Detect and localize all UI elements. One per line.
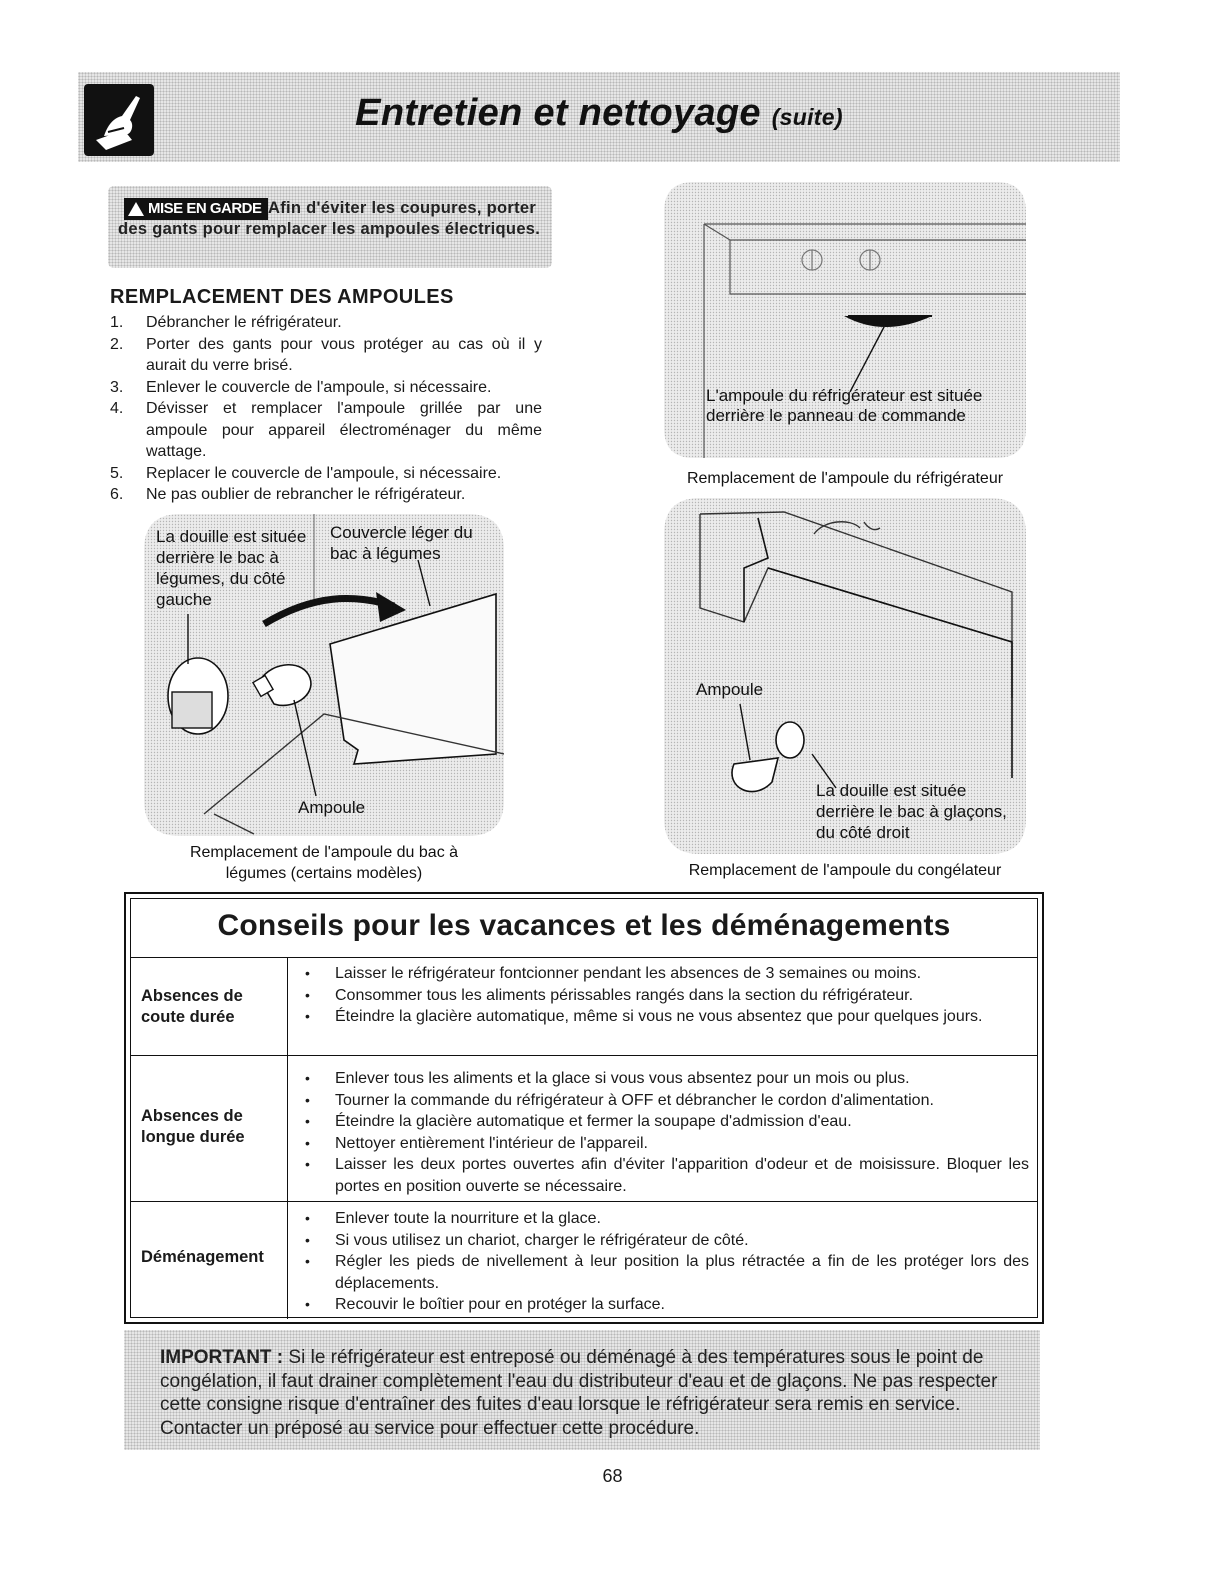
tips-row-short-absence bbox=[131, 958, 1037, 1056]
crisper-cover-label: Couvercle léger du bac à légumes bbox=[330, 523, 473, 563]
step-item bbox=[110, 484, 542, 506]
page-header bbox=[78, 72, 1120, 162]
hand-cleaning-icon bbox=[84, 84, 154, 156]
step-item bbox=[110, 377, 542, 399]
step-number: 5. bbox=[110, 464, 124, 482]
crisper-socket-label: La douille est située derrière le bac à légumes, du côté gauche bbox=[156, 527, 307, 609]
freezer-bulb-label: Ampoule bbox=[696, 680, 764, 699]
step-number: 2. bbox=[110, 335, 124, 353]
crisper-light-figure bbox=[144, 514, 504, 836]
step-number: 4. bbox=[110, 400, 124, 417]
step-text: Replacer le couvercle de l'ampoule, si nécessaire. bbox=[146, 464, 502, 482]
steps-list bbox=[110, 312, 542, 506]
tips-row-moving bbox=[131, 1202, 1037, 1319]
bullet-item: • Enlever tous les aliments et la glace si vous vous absentez pour un mois ou plus. bbox=[303, 1068, 1029, 1090]
page-number: 68 bbox=[602, 1466, 623, 1486]
step-number: 1. bbox=[110, 314, 124, 331]
fridge-light-figure bbox=[664, 182, 1026, 458]
page-title-text: Entretien et nettoyage bbox=[355, 92, 761, 134]
bullet-item: • Régler les pieds de nivellement à leur position la plus rétractée a fin de les protéger lors des déplacements. bbox=[303, 1251, 1029, 1294]
important-note bbox=[124, 1330, 1040, 1450]
step-item bbox=[110, 463, 542, 485]
page-title-suffix: (suite) bbox=[771, 104, 843, 130]
row-bullets bbox=[303, 1068, 1029, 1197]
warning-badge bbox=[124, 198, 268, 220]
bullet-item: • Tourner la commande du réfrigérateur à OFF et débrancher le cordon d'alimentation. bbox=[303, 1090, 1029, 1112]
step-text: Débrancher le réfrigérateur. bbox=[146, 314, 342, 331]
row-label: Absences de coute durée bbox=[141, 987, 243, 1026]
important-body: Si le réfrigérateur est entreposé ou déménagé à des températures sous le point de congélation, il faut drainer complètement l'eau du distributeur d'eau et de glaçons. Ne pas respecter cette consigne risque d'entraîner des fuites d'eau lorsque le réfrigérateur sera remis en service. Contacter un préposé au service pour effectuer cette procédure. bbox=[160, 1347, 998, 1439]
row-label: Absences de longue durée bbox=[141, 1107, 245, 1146]
crisper-light-caption: Remplacement de l'ampoule du bac à légumes (certains modèles) bbox=[189, 844, 459, 882]
step-item bbox=[110, 334, 542, 377]
row-label: Déménagement bbox=[141, 1248, 264, 1266]
bullet-item: • Recouvir le boîtier pour en protéger la surface. bbox=[303, 1294, 1029, 1316]
page-title bbox=[78, 92, 1120, 135]
freezer-light-figure bbox=[664, 498, 1026, 854]
fridge-light-label: L'ampoule du réfrigérateur est située derrière le panneau de commande bbox=[706, 386, 983, 425]
step-text: Dévisser et remplacer l'ampoule grillée par une ampoule pour appareil électroménager du même wattage. bbox=[146, 400, 542, 460]
bullet-item: • Consommer tous les aliments périssables rangés dans la section du réfrigérateur. bbox=[303, 985, 1029, 1007]
fridge-light-caption: Remplacement de l'ampoule du réfrigérateur bbox=[686, 470, 1004, 487]
warning-triangle-icon bbox=[128, 202, 144, 216]
bullet-item: • Laisser les deux portes ouvertes afin d'éviter l'apparition d'odeur et de moisissure. Bloquer les portes en position ouverte se nécessaire. bbox=[303, 1154, 1029, 1197]
step-item bbox=[110, 312, 542, 334]
bullet-item: • Nettoyer entièrement l'intérieur de l'appareil. bbox=[303, 1133, 1029, 1155]
step-number: 3. bbox=[110, 378, 124, 396]
warning-text: Afin d'éviter les coupures, porter des gants pour remplacer les ampoules électriques. bbox=[118, 199, 541, 238]
row-divider bbox=[287, 958, 288, 1056]
bullet-item: • Enlever toute la nourriture et la glace. bbox=[303, 1208, 1029, 1230]
freezer-socket-label: La douille est située derrière le bac à glaçons, du côté droit bbox=[816, 781, 1007, 842]
important-lead: IMPORTANT : bbox=[160, 1347, 284, 1368]
row-bullets bbox=[303, 963, 1029, 1028]
bullet-item: • Laisser le réfrigérateur fontcionner pendant les absences de 3 semaines ou moins. bbox=[303, 963, 1029, 985]
row-divider bbox=[287, 1056, 288, 1202]
step-text: Enlever le couvercle de l'ampoule, si nécessaire. bbox=[146, 378, 492, 396]
step-number: 6. bbox=[110, 486, 124, 503]
important-text bbox=[160, 1346, 1014, 1440]
freezer-light-caption: Remplacement de l'ampoule du congélateur bbox=[688, 862, 1002, 879]
step-text: Porter des gants pour vous protéger au cas où il y aurait du verre brisé. bbox=[146, 335, 542, 374]
bullet-item: • Éteindre la glacière automatique, même si vous ne vous absentez que pour quelques jours. bbox=[303, 1006, 1029, 1028]
row-bullets bbox=[303, 1208, 1029, 1316]
warning-badge-label: MISE EN GARDE bbox=[148, 200, 262, 217]
tips-table-inner bbox=[130, 898, 1038, 1318]
warning-box bbox=[108, 186, 552, 268]
step-item bbox=[110, 398, 542, 463]
step-text: Ne pas oublier de rebrancher le réfrigérateur. bbox=[146, 486, 466, 503]
bullet-item: • Éteindre la glacière automatique et fermer la soupape d'admission d'eau. bbox=[303, 1111, 1029, 1133]
bullet-item: • Si vous utilisez un chariot, charger le réfrigérateur de côté. bbox=[303, 1230, 1029, 1252]
crisper-bulb-label: Ampoule bbox=[298, 798, 366, 817]
tips-title: Conseils pour les vacances et les déménagements bbox=[217, 909, 951, 942]
section-title: REMPLACEMENT DES AMPOULES bbox=[110, 286, 454, 308]
tips-table bbox=[124, 892, 1044, 1324]
tips-row-long-absence bbox=[131, 1056, 1037, 1202]
row-divider bbox=[287, 1202, 288, 1319]
